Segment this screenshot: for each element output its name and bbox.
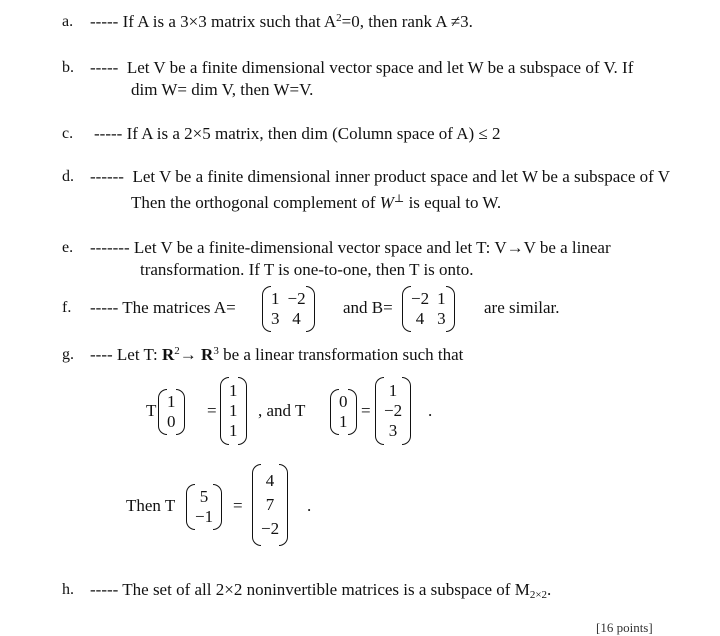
item-c-label: c. — [62, 125, 74, 142]
vector-e2: 0 1 — [330, 389, 357, 435]
item-b-statement: ----- Let V be a finite dimensional vector space and let W be a subspace of V. If — [90, 58, 634, 77]
item-h-label: h. — [62, 581, 74, 598]
equals-sign: = — [233, 496, 243, 515]
matrix-a-cell: 1 — [271, 289, 280, 308]
matrix-a-cell: 4 — [292, 309, 301, 328]
item-e-statement-line2: transformation. If T is one-to-one, then T is onto. — [140, 260, 474, 279]
item-d-statement-line2: Then the orthogonal complement of W⊥ is equal to W. — [131, 193, 502, 212]
item-f-mid: and B= — [343, 298, 393, 317]
item-d-label: d. — [62, 168, 74, 185]
item-h-statement: ----- The set of all 2×2 noninvertible matrices is a subspace of $M_{2\times 2}$. — [90, 580, 552, 601]
period: . — [428, 401, 433, 420]
matrix-b — [402, 286, 455, 332]
period: . — [307, 496, 312, 515]
item-d-statement: ------ Let V be a finite dimensional inner product space and let W be a subspace of V — [90, 167, 671, 186]
item-f-label: f. — [62, 299, 72, 316]
matrix-b-cell: −2 — [411, 289, 430, 308]
item-a-statement: ----- If A is a 3×3 matrix such that $A^2=0$, then rank A ≠3. — [90, 12, 473, 31]
item-g-statement: ---- Let T: $R^2\to R^3$ be a linear transformation such that — [90, 345, 464, 364]
vector-e1: 1 0 — [158, 389, 185, 435]
points-footer: [16 points] — [596, 620, 653, 635]
vector-query: 5 −1 — [186, 484, 222, 530]
matrix-b-cell: 3 — [437, 309, 446, 328]
equals-sign: = — [207, 401, 217, 420]
item-b-statement-line2: dim W= dim V, then W=V. — [131, 80, 314, 99]
matrix-a-cell: 3 — [271, 309, 280, 328]
item-f-text: ----- The matrices A= — [90, 298, 236, 317]
t-symbol: T — [146, 401, 157, 420]
vector-answer: 4 7 −2 — [252, 464, 288, 546]
vector-image-2: 1 −2 3 — [375, 377, 411, 445]
item-a-label: a. — [62, 13, 74, 30]
item-g-label: g. — [62, 346, 74, 363]
matrix-b-cell: 4 — [415, 309, 425, 328]
item-c-statement: ----- If A is a 2×5 matrix, then dim (Column space of A) ≤ 2 — [94, 124, 501, 143]
matrix-a — [262, 286, 315, 332]
then-t-text: Then T — [126, 496, 176, 515]
matrix-a-cell: −2 — [287, 289, 306, 308]
and-t-text: , and T — [258, 401, 306, 420]
item-e-statement: ------- Let V be a finite-dimensional vector space and let T: V→V be a linear — [90, 238, 611, 257]
equals-sign: = — [361, 401, 371, 420]
vector-image-1: 1 1 1 — [220, 377, 247, 445]
matrix-b-cell: 1 — [437, 289, 446, 308]
item-b-label: b. — [62, 59, 74, 76]
item-e-label: e. — [62, 239, 74, 256]
item-f-post: are similar. — [484, 298, 560, 317]
